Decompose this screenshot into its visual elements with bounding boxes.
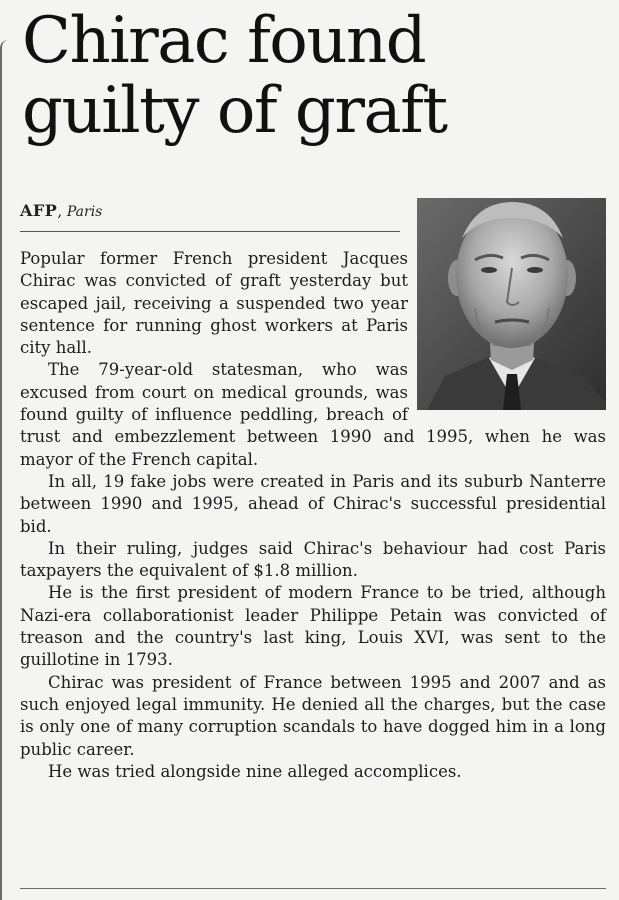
byline <box>20 201 400 220</box>
paragraph-2: The 79-year-old statesman, who was excused from court on medical grounds, was found guilty of influence peddling, breach of trust and embezzlement between 1990 and 1995, when he was mayor of the French capital. <box>20 360 606 469</box>
byline-city: Paris <box>66 204 103 220</box>
paragraph-5: He is the first president of modern France to be tried, although Nazi-era collaborationist leader Philippe Petain was convicted of treason and the country's last king, Louis XVI, was sent to the guillotine in 1793. <box>20 583 606 670</box>
byline-divider <box>20 231 400 232</box>
headline-line-2: guilty of graft <box>22 74 447 148</box>
column-border <box>0 40 8 900</box>
headline <box>22 6 612 146</box>
article-body <box>20 248 606 783</box>
paragraph-1: Popular former French president Jacques Chirac was convicted of graft yesterday but escaped jail, receiving a suspended two year sentence for running ghost workers at Paris city hall. <box>20 249 408 358</box>
paragraph-7: He was tried alongside nine alleged accomplices. <box>48 761 462 781</box>
bottom-divider <box>20 888 606 889</box>
paragraph-3: In all, 19 fake jobs were created in Paris and its suburb Nanterre between 1990 and 1995, ahead of Chirac's successful presidential bid. <box>20 471 606 536</box>
paragraph-4: In their ruling, judges said Chirac's behaviour had cost Paris taxpayers the equivalent of $1.8 million. <box>20 538 606 581</box>
headline-line-1: Chirac found <box>22 4 426 78</box>
byline-agency: AFP <box>20 201 58 220</box>
byline-separator: , <box>57 202 67 220</box>
paragraph-6: Chirac was president of France between 1995 and 2007 and as such enjoyed legal immunity. He denied all the charges, but the case is only one of many corruption scandals to have dogged him in a long public career. <box>20 672 606 759</box>
